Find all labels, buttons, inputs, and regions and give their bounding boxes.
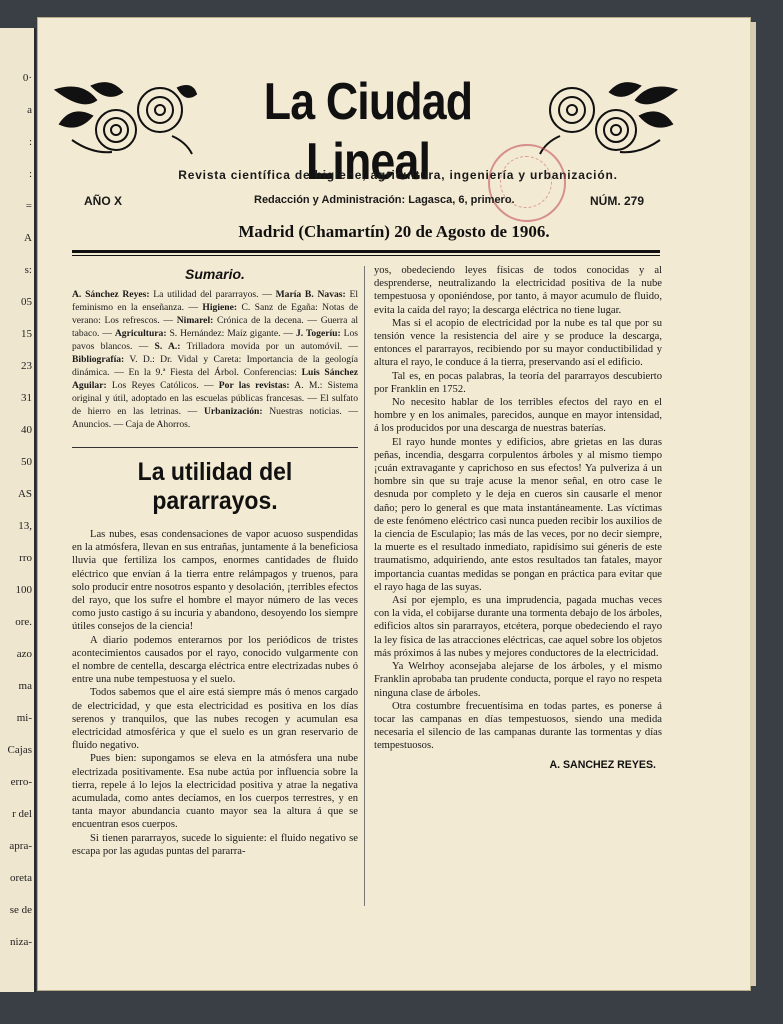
- prev-page-fragment: 13,: [18, 520, 32, 532]
- article-paragraph: Pues bien: supongamos se eleva en la atmósfera una nube electrizada positivamente. Esa nube actúa por influencia sobre la tierra, repele á lo lejos la electricidad positiva y atrae la negativa acumulada, como antes decíamos, en los cuerpos terrestres, y en tanta mayor abundancia cuanto mayor sea la altura á que se encuentran esos cuerpos.: [72, 753, 358, 831]
- prev-page-fragment: rro: [19, 552, 32, 564]
- prev-page-fragment: 05: [21, 296, 32, 308]
- summary-entry: El feminismo en la enseñanza. —: [72, 289, 358, 313]
- article-signature: A. SANCHEZ REYES.: [549, 758, 656, 771]
- prev-page-fragment: niza-: [10, 936, 32, 948]
- prev-page-fragment: 50: [21, 456, 32, 468]
- summary-author: S. A.:: [154, 341, 181, 352]
- article-paragraph: Las nubes, esas condensaciones de vapor acuoso suspendidas en la atmósfera, llevan en sus entrañas, juntamente á la beneficiosa lluvia que fertiliza los campos, enormes cantidades de fluido eléctrico que envían á la tierra entre relámpagos y truenos, para solo producir entre nosotros espanto y desolación, ¡terribles efectos del rayo, que los sufre el hombre el mayor número de las veces como justo castigo á su incuria y abandono, desoyendo los siempre útiles consejos de la ciencia!: [72, 529, 358, 633]
- publication-subtitle: Revista científica de higiene, agricultura, ingeniería y urbanización.: [178, 168, 618, 182]
- article-paragraph: yos, obedeciendo leyes físicas de todos conocidas y al desprenderse, neutralizando la electricidad positiva de la nube tempestuosa y oponiéndose, por tanto, á mayor acumulo de fluido, evita la caída del rayo; la descarga eléctrica no tiene lugar.: [374, 265, 662, 316]
- article-paragraph: Si tienen pararrayos, sucede lo siguiente: el fluido negativo se escapa por las agudas puntas del pararra-: [72, 832, 358, 857]
- prev-page-fragment: erro-: [10, 776, 32, 788]
- article-paragraph: Tal es, en pocas palabras, la teoría del pararrayos descubierto por Franklin en 1752.: [374, 370, 662, 395]
- summary-author: Luis Sánchez Aguilar:: [72, 367, 358, 391]
- prev-page-fragment: apra-: [9, 840, 32, 852]
- article-paragraph: No necesito hablar de los terribles efectos del rayo en el hombre y en los animales, parecidos, aunque en mayor intensidad, á los producidos por una descarga de nuestras baterías.: [374, 397, 662, 435]
- summary-entry: La utilidad del pararrayos. —: [149, 289, 276, 300]
- right-column: [374, 264, 662, 771]
- prev-page-fragment: 15: [21, 328, 32, 340]
- prev-page-fragment: se de: [9, 904, 32, 916]
- issue-number: NÚM. 279: [590, 194, 645, 208]
- rose-ornament-icon: [52, 80, 198, 158]
- previous-page-edge: [0, 28, 36, 992]
- summary-entry: Los pavos blancos. —: [72, 328, 359, 352]
- summary-author: J. Togeríu:: [295, 328, 341, 339]
- prev-page-fragment: oreta: [10, 872, 32, 884]
- admin-address: Redacción y Administración: Lagasca, 6, primero.: [254, 194, 515, 206]
- issue-year: AÑO X: [84, 194, 123, 208]
- newspaper-page: [38, 18, 750, 990]
- summary-entry: A. M.: Sistema original y útil, adoptado en las escuelas públicas francesas. — El sulfato de hierro en las letrinas. —: [72, 380, 359, 417]
- article-title: La utilidad del pararrayos.: [137, 458, 293, 515]
- summary-entry: V. D.: Dr. Vidal y Careta: Importancia de la geología dinámica. — En la 9.ª Fiesta del Árbol. Conferencias:: [72, 354, 358, 378]
- summary-author: A. Sánchez Reyes:: [72, 289, 150, 300]
- article-paragraph: Ya Welrhoy aconsejaba alejarse de los árboles, y el mismo Franklin aprobaba tan prudente conducta, porque el rayo no respeta ninguna clase de árboles.: [374, 661, 662, 699]
- header-rule-thin: [72, 255, 660, 256]
- article-body-left: [72, 528, 358, 858]
- summary-entry: Crónica de la decena. — Guerra al tabaco. —: [72, 315, 358, 339]
- summary-entry: C. Sanz de Egaña: Notas de verano: Los refrescos. —: [72, 302, 358, 326]
- prev-page-fragment: mi-: [16, 712, 32, 724]
- summary-entry: Trilladora movida por un automóvil. —: [180, 341, 358, 352]
- left-column: [72, 264, 358, 858]
- summary-author: María B. Navas:: [275, 289, 346, 300]
- prev-page-fragment: :: [28, 136, 32, 148]
- prev-page-fragment: AS: [17, 488, 32, 500]
- prev-page-fragment: 100: [15, 584, 32, 596]
- prev-page-fragment: 23: [21, 360, 32, 372]
- summary-author: Urbanización:: [203, 406, 263, 417]
- summary-author: Higiene:: [202, 302, 238, 313]
- article-paragraph: Todos sabemos que el aire está siempre más ó menos cargado de electricidad, y que esta electricidad es positiva en los días serenos y tranquilos, que las nubes recogen y acumulan esa electricidad atmosférica y que el suelo es un gran reservario de fluido negativo.: [72, 687, 358, 752]
- summary-heading: Sumario.: [185, 266, 245, 282]
- article-paragraph: Así por ejemplo, es una imprudencia, pagada muchas veces con la vida, el cobijarse durante una tormenta debajo de los árboles, edificios altos sin pararrayos, etcétera, porque obedeciendo el rayo la ley física de las atracciones eléctricas, cae aquel sobre los objetos más próximos á las nubes y mejores conductores de la electricidad.: [374, 595, 662, 659]
- prev-page-fragment: ma: [18, 680, 32, 692]
- separator: [72, 447, 358, 448]
- publication-title: La Ciudad Lineal: [263, 73, 473, 191]
- page-edge: [750, 22, 756, 986]
- masthead: [38, 18, 750, 258]
- summary-author: Bibliografía:: [72, 354, 125, 365]
- header-rule: [72, 250, 660, 253]
- summary-entry: Nuestras noticias. — Anuncios. — Caja de Ahorros.: [72, 406, 358, 430]
- article-paragraph: Otra costumbre frecuentísima en todas partes, es ponerse á tocar las campanas en días tempestuosos, siendo una medida necesaria el silencio de las campanas durante las tormentas y días tempestuosos.: [374, 700, 662, 752]
- prev-page-fragment: :: [28, 168, 32, 180]
- prev-page-fragment: 40: [21, 424, 32, 436]
- summary-entry: Los Reyes Católicos. —: [106, 380, 219, 391]
- article-paragraph: El rayo hunde montes y edificios, abre grietas en las duras peñas, incendia, desgarra corpulentos árboles y al mismo tiempo ¡cuán extravagante y caprichoso en sus efectos! Ya pulveriza á un hombre sin que su traje acuse la menor señal, en otro case le desnuda por completo y le deja en cueros sin causarle el menor daño; pero lo general es que mata instantáneamente. Las víctimas de este fenómeno eléctrico casi nunca pueden recibir los auxilios de la ciencia de Esculapio; las más de las veces, por no decir siempre, la muerte es el resultado inmediato, rapidísimo sui géneris de este traumatismo, adquiriendo, ante estos resultados tan fatales, mayor importancia cuantas medidas se pongan en práctica para evitar que el rayo haga de las suyas.: [374, 436, 662, 593]
- prev-page-fragment: 0·: [22, 72, 32, 84]
- library-stamp: [488, 144, 566, 222]
- summary-author: Nimarel:: [176, 315, 214, 326]
- prev-page-fragment: 31: [21, 392, 32, 404]
- prev-page-fragment: r del: [12, 808, 32, 820]
- summary-list: [72, 288, 358, 431]
- prev-page-fragment: azo: [16, 648, 32, 660]
- prev-page-fragment: ore.: [15, 616, 32, 628]
- rose-ornament-icon: [534, 80, 680, 158]
- column-divider: [364, 266, 365, 906]
- summary-author: Por las revistas:: [218, 380, 290, 391]
- prev-page-fragment: A: [24, 232, 32, 244]
- summary-author: Agricultura:: [114, 328, 167, 339]
- prev-page-fragment: s:: [24, 264, 32, 276]
- article-paragraph: Mas si el acopio de electricidad por la nube es tal que por su tensión vence la resistencia del aire y se produce la descarga, entonces el pararrayos, recibiendo por su mayor conductibilidad y altura el rayo, le conduce á la tierra, preservando así el edificio.: [374, 317, 662, 369]
- dateline: Madrid (Chamartín) 20 de Agosto de 1906.: [238, 222, 550, 241]
- prev-page-fragment: Cajas: [7, 744, 32, 756]
- article-paragraph: A diario podemos enterarnos por los periódicos de tristes acontecimientos causados por el rayo, conocido vulgarmente con el nombre de centella, descarga eléctrica entre electrizadas nubes ó entre una nube tempestuosa y el suelo.: [72, 634, 358, 686]
- article-body-right: [374, 264, 662, 753]
- prev-page-fragment: a: [27, 104, 32, 116]
- summary-entry: S. Hernández: Maíz gigante. —: [166, 328, 296, 339]
- prev-page-fragment: =: [25, 200, 32, 212]
